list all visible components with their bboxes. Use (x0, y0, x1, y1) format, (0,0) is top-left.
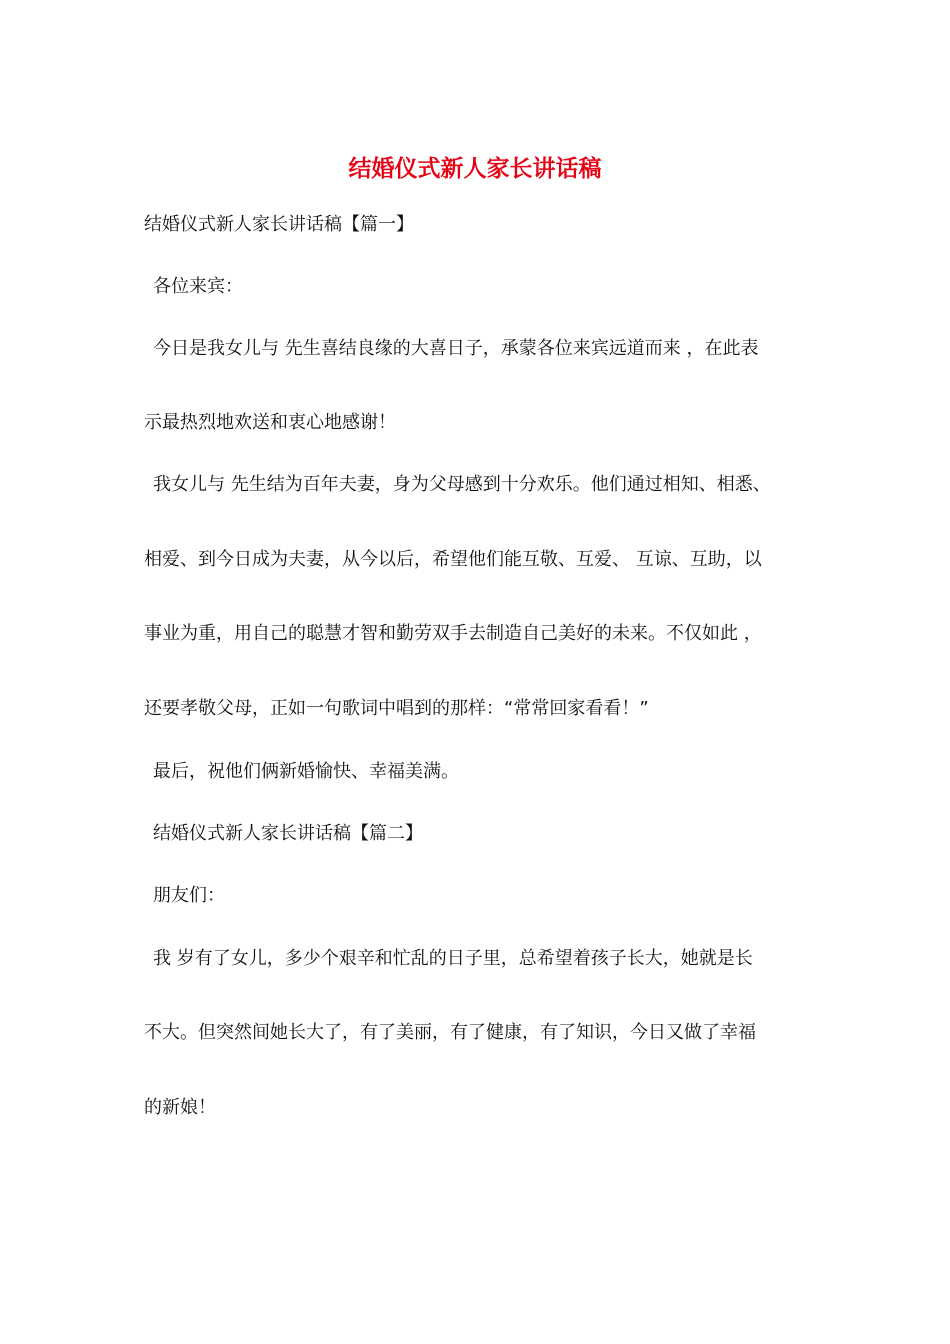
salutation-friends: 朋友们： (153, 885, 225, 906)
paragraph-line: 最后，祝他们俩新婚愉快、幸福美满。 (153, 761, 459, 782)
paragraph-line: 还要孝敬父母，正如一句歌词中唱到的那样：“常常回家看看！” (144, 698, 649, 719)
document-title: 结婚仪式新人家长讲话稿 (348, 155, 602, 182)
paragraph-line: 今日是我女儿与 先生喜结良缘的大喜日子，承蒙各位来宾远道而来 ，在此表 (153, 338, 759, 359)
paragraph-line: 的新娘！ (144, 1097, 216, 1118)
paragraph-line: 我女儿与 先生结为百年夫妻，身为父母感到十分欢乐。他们通过相知、相悉、 (153, 474, 771, 495)
section-heading-part-2: 结婚仪式新人家长讲话稿【篇二】 (153, 823, 423, 844)
section-heading-part-1: 结婚仪式新人家长讲话稿【篇一】 (144, 214, 414, 235)
paragraph-line: 示最热烈地欢送和衷心地感谢！ (144, 412, 396, 433)
paragraph-line: 事业为重，用自己的聪慧才智和勤劳双手去制造自己美好的未来。不仅如此 ， (144, 623, 762, 644)
paragraph-line: 我 岁有了女儿，多少个艰辛和忙乱的日子里，总希望着孩子长大，她就是长 (153, 948, 753, 969)
salutation-guests: 各位来宾： (153, 276, 243, 297)
paragraph-line: 相爱、到今日成为夫妻，从今以后，希望他们能互敬、互爱、 互谅、互助，以 (144, 549, 762, 570)
paragraph-line: 不大。但突然间她长大了，有了美丽，有了健康，有了知识，今日又做了幸福 (144, 1022, 756, 1043)
